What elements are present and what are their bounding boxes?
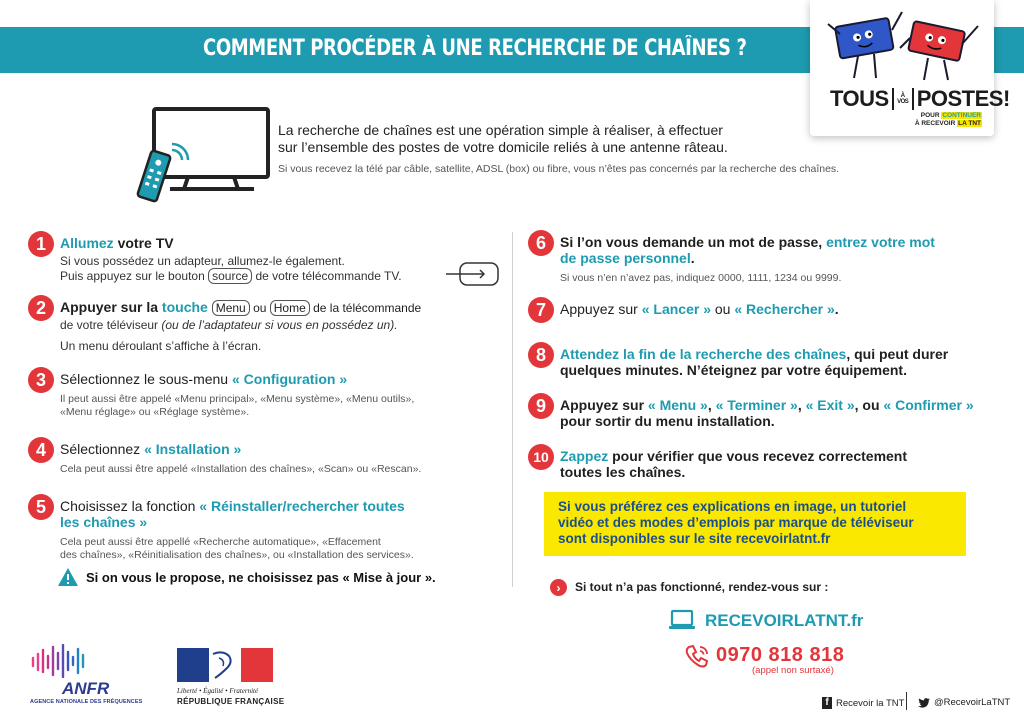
step-4-head-a: Sélectionnez [60,441,145,457]
tutorial-line-3: sont disponibles sur le site recevoirlatnt.fr [558,531,831,546]
step-1-line-2a: Puis appuyez sur le bouton [60,269,209,283]
anfr-subtitle: AGENCE NATIONALE DES FRÉQUENCES [30,699,143,705]
laptop-icon [668,609,696,631]
warning-icon [57,567,79,587]
step-heading [60,299,421,316]
step-heading [560,397,974,429]
tutorial-line-1: Si vous préférez ces explications en image, un tutoriel [558,499,907,514]
step-heading [560,448,907,480]
logo-tagline-1a: POUR [920,112,942,119]
step-number: 1 [28,231,54,257]
step-2 [28,295,508,357]
step-number: 9 [528,393,554,419]
logo-tagline [915,112,982,128]
step-number: 7 [528,297,554,323]
tv-mascots-icon [818,4,988,86]
step-4-note: Cela peut aussi être appelé «Installation des chaînes», «Scan» ou «Rescan». [60,463,422,475]
logo-tagline-1b: CONTINUER [942,112,981,119]
step-9-line-2: pour sortir du menu installation. [560,413,775,429]
step-heading [560,301,839,317]
step-2-head-b: de la télécommande [309,301,422,315]
step-1-line-1: Si vous possédez un adapteur, allumez-le également. [60,254,345,268]
step-10-head-a: pour vérifier que vous recevez correctement [608,448,908,464]
step-7-head-a: Appuyez sur [560,301,642,317]
step-1-head-rest: votre TV [113,235,174,251]
logo-mid: À VOS [897,93,909,105]
logo-word-1: TOUS [830,86,889,111]
step-6 [528,230,998,286]
facebook-label: Recevoir la TNT [836,697,905,709]
step-3-head-hl: « Configuration » [232,371,348,387]
twitter-label: @RecevoirLaTNT [934,697,1011,708]
step-8-head-a: , qui peut durer [846,346,949,362]
intro-note: Si vous recevez la télé par câble, satellite, ADSL (box) ou fibre, vous n’êtes pas concernés par la recherche des chaînes. [278,163,840,175]
facebook-icon: f [822,697,832,709]
step-5-head-hl-2: les chaînes » [60,514,148,530]
step-8-line-2: quelques minutes. N’éteignez par votre équipement. [560,362,907,378]
twitter-link[interactable] [918,697,1010,708]
step-7-head-end: . [834,301,839,317]
step-5-head-hl-1: « Réinstaller/rechercher toutes [199,498,405,514]
step-5-note-2: des chaînes», «Réinitialisation des chaînes», ou «Installation des services». [60,549,414,561]
logo-tagline-2b: LA TNT [958,120,981,127]
marianne-icon [209,648,241,682]
tv-remote-icon [136,106,272,206]
menu-key: Menu [212,300,250,316]
step-5-head-a: Choisissez la fonction [60,498,200,514]
step-9-hl-2: « Terminer » [715,397,798,413]
rf-motto: Liberté • Égalité • Fraternité [177,687,259,695]
step-6-head-end: . [690,250,695,266]
step-9-hl-3: « Exit » [805,397,855,413]
step-2-mid: ou [249,301,270,315]
step-9-c1: , [707,397,716,413]
step-9-hl-4: « Confirmer » [883,397,974,413]
step-6-head-hl-1: entrez votre mot [826,234,935,250]
step-10-head-hl: Zappez [560,448,609,464]
step-10 [528,444,998,484]
logo-tagline-2a: À RECEVOIR [914,120,958,127]
twitter-icon [918,698,930,708]
contact-intro: Si tout n’a pas fonctionné, rendez-vous sur : [575,580,829,594]
step-9 [528,393,998,433]
step-2-head-hl: touche [161,299,208,315]
page-title: COMMENT PROCÉDER À UNE RECHERCHE DE CHAÎNES ? [203,36,747,61]
step-7-head-hl-1: « Lancer » [641,301,711,317]
social-divider [906,692,907,710]
website-link[interactable]: RECEVOIRLATNT.fr [705,611,864,630]
step-2-note: Un menu déroulant s’affiche à l’écran. [60,339,262,353]
step-3-note-2: «Menu réglage» ou «Réglage système». [60,406,250,418]
step-heading [60,441,241,457]
step-4-head-hl: « Installation » [144,441,242,457]
step-2-line-2 [60,318,398,332]
step-number: 10 [528,444,554,470]
step-7-mid: ou [710,301,735,317]
step-8-head-hl: Attendez la fin de la recherche des chaînes [560,346,847,362]
home-key: Home [270,300,310,316]
step-heading [560,234,935,266]
logo-word-2: POSTES! [916,86,1010,111]
step-3-head-a: Sélectionnez le sous-menu [60,371,232,387]
step-9-head-a: Appuyez sur [560,397,648,413]
phone-number[interactable]: 0970 818 818 [716,644,845,666]
step-9-hl-1: « Menu » [647,397,708,413]
step-4 [28,437,508,479]
step-7-head-hl-2: « Rechercher » [734,301,835,317]
step-6-note: Si vous n’en n’avez pas, indiquez 0000, 1111, 1234 ou 9999. [560,272,842,284]
step-3-note-1: Il peut aussi être appelé «Menu principal», «Menu système», «Menu outils», [60,393,415,405]
tous-a-vos-postes-logo [810,0,1010,136]
step-number: 8 [528,342,554,368]
anfr-name: ANFR [62,679,110,698]
step-9-c2: , [797,397,806,413]
warning-text: Si on vous le propose, ne choisissez pas « Mise à jour ». [86,570,436,585]
step-1 [28,231,508,291]
republique-francaise-logo [177,648,273,682]
chevron-right-icon: › [550,579,567,596]
step-10-line-2: toutes les chaînes. [560,464,686,480]
step-heading [60,235,174,251]
step-5 [28,494,508,562]
step-1-head-hl: Allumez [60,235,114,251]
step-heading [560,346,948,378]
column-divider [512,232,513,587]
tutorial-box [544,492,966,556]
step-number: 4 [28,437,54,463]
tutorial-line-2: vidéo et des modes d’emplois par marque de téléviseur [558,515,914,530]
step-2-line-2b: (ou de l’adaptateur si vous en possédez un). [161,318,398,332]
intro-line-2: sur l’ensemble des postes de votre domicile reliés à une antenne râteau. [278,139,728,155]
step-number: 3 [28,367,54,393]
logo-wordmark [830,86,1010,112]
step-number: 2 [28,295,54,321]
step-7 [528,297,998,325]
step-number: 5 [28,494,54,520]
intro-line-1: La recherche de chaînes est une opération simple à réaliser, à effectuer [278,122,723,138]
step-number: 6 [528,230,554,256]
facebook-link[interactable] [822,697,904,709]
step-1-line-2 [60,269,402,283]
step-heading [60,371,347,387]
step-5-note-1: Cela peut aussi être appellé «Recherche automatique», «Effacement [60,536,381,548]
intro-text [278,122,798,156]
source-input-icon [446,261,500,287]
step-2-head-a: Appuyer sur la [60,299,162,315]
step-6-head-hl-2: de passe personnel [560,250,691,266]
step-2-line-2a: de votre téléviseur [60,318,162,332]
anfr-logo-icon [30,644,90,678]
step-1-line-2b: de votre télécommande TV. [252,269,402,283]
step-heading [60,498,405,530]
phone-note: (appel non surtaxé) [752,665,834,676]
rf-name: RÉPUBLIQUE FRANÇAISE [177,697,285,706]
step-9-c3: , ou [854,397,884,413]
step-8 [528,342,998,382]
step-6-head-a: Si l’on vous demande un mot de passe, [560,234,827,250]
step-3 [28,367,508,423]
source-key: source [208,268,252,284]
phone-icon [684,643,712,669]
